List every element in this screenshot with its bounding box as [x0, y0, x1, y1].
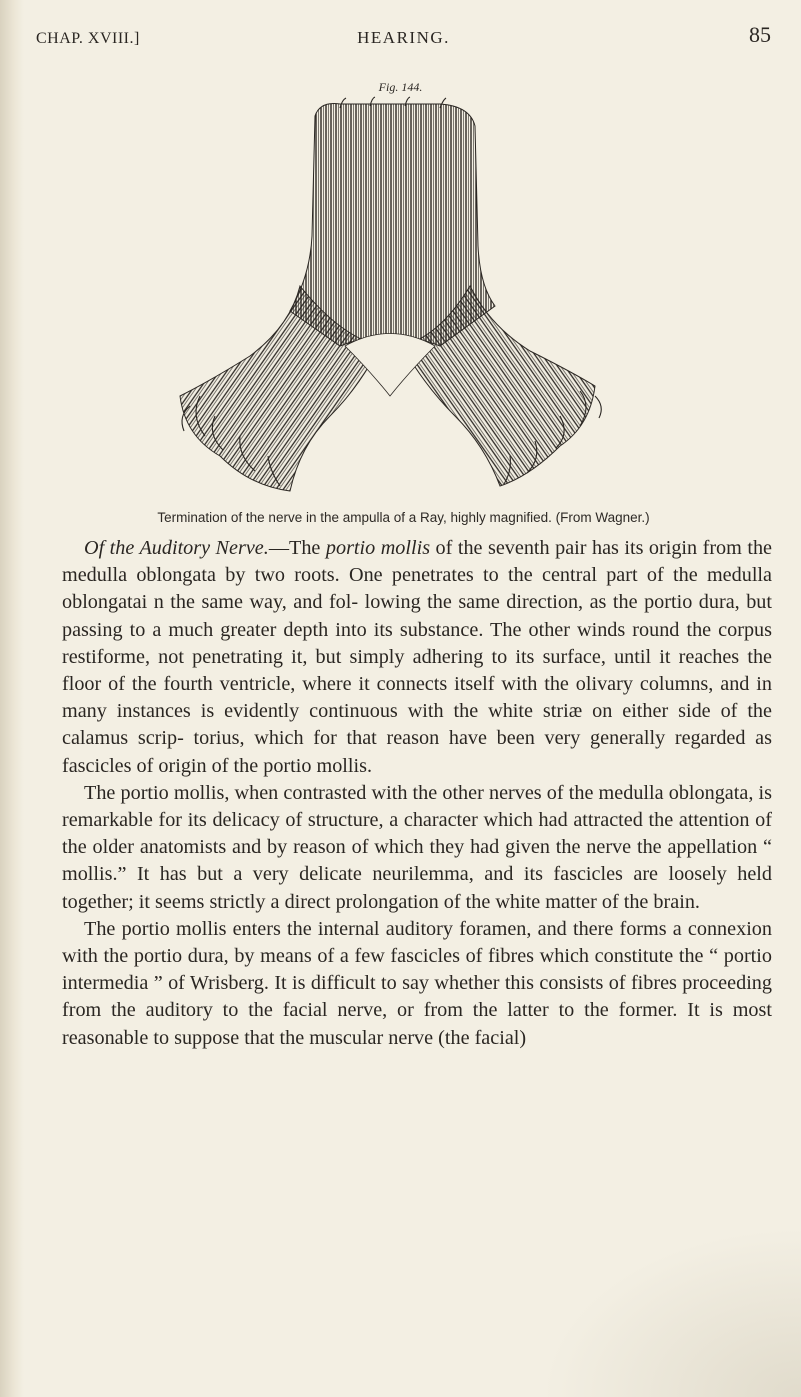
- book-gutter: [0, 0, 24, 1397]
- paragraph-auditory-nerve: [62, 535, 772, 780]
- page-curl-shadow: [541, 1227, 801, 1397]
- italic-term: portio mollis: [325, 537, 431, 559]
- figure-label: Fig. 144.: [378, 80, 423, 94]
- paragraph-1-text: of the seventh pair has its origin from the medulla oblongata by two roots. One penetrates to the central part of the medulla oblongatai n the same way, and fol- lowing the same direction, as the portio dura, but passing to a much greater depth into its substance. The other winds round the corpus restiforme, not penetrating it, but simply adhering to its surface, until it reaches the floor of the fourth ventricle, where it connects itself with the olivary columns, and in many instances is evidently continuous with the white striæ on either side of the calamus scrip- torius, which for that reason have been very generally regarded as fascicles of origin of the portio mollis.: [62, 537, 772, 777]
- running-title: HEARING.: [357, 28, 450, 47]
- nerve-termination-illustration: [140, 96, 610, 496]
- body-text: [62, 535, 772, 1052]
- figure-caption: Termination of the nerve in the ampulla of a Ray, highly magnified. (From Wagner.): [157, 510, 650, 525]
- page-header: [36, 22, 771, 52]
- paragraph-2: The portio mollis, when contrasted with the other nerves of the medulla oblongata, is remarkable for its delicacy of structure, a character which had attracted the attention of the older anatomists and by reason of which they had given the nerve the appellation “ mollis.” It has but a very delicate neurilemma, and its fascicles are loosely held together; it seems strictly a direct prolongation of the white matter of the brain.: [62, 781, 772, 913]
- heading-separator: —The: [268, 537, 326, 559]
- page-number: 85: [749, 22, 771, 47]
- section-heading: Of the Auditory Nerve.: [84, 537, 269, 559]
- chapter-reference: CHAP. XVIII.]: [36, 30, 140, 47]
- paragraph-3: The portio mollis enters the internal auditory foramen, and there forms a connexion with the portio dura, by means of a few fascicles of fibres which constitute the “ portio intermedia ” of Wrisberg. It is difficult to say whether this consists of fibres proceeding from the auditory to the facial nerve, or from the latter to the former. It is most reasonable to suppose that the muscular nerve (the facial): [62, 917, 772, 1049]
